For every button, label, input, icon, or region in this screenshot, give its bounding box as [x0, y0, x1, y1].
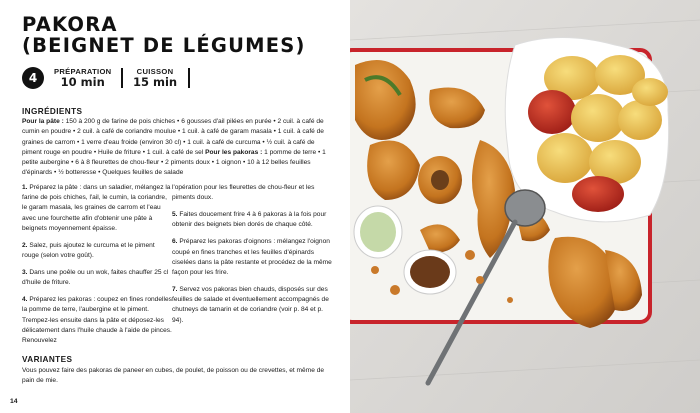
cook-value: 15 min	[132, 75, 178, 89]
prep-label: PRÉPARATION	[54, 67, 112, 76]
step-text: Faites doucement frire 4 à 6 pakoras à la fois pour obtenir des beignets bien dorés de chaque côté.	[172, 211, 327, 229]
food-photo	[350, 0, 700, 413]
step-text: Servez vos pakoras bien chauds, disposés sur des feuilles de salade et éventuellement accompagnés de chutneys de tamarin et de coriandre (voir p. 84 et p. 94).	[172, 286, 329, 324]
step-text: Préparez les pakoras d'oignons : mélangez l'oignon coupé en fines tranches et les feuilles d'épinards ciselées dans la pâte restante et procédez de la même façon pour les frire.	[172, 238, 332, 277]
variantes-text: Vous pouvez faire des pakoras de paneer en cubes, de poulet, de poisson ou de crevettes, et même de pain de mie.	[22, 367, 325, 385]
step-number: 6.	[172, 238, 178, 246]
prep-time	[54, 67, 111, 89]
step	[172, 183, 332, 203]
step-text: Préparez la pâte : dans un saladier, mélangez la farine de pois chiches, l'ail, le cumin, la coriandre, le garam masala, les graines de carrom et l'eau avec une fourchette afin d'obtenir une pâte à beignets moyennement épaisse.	[22, 184, 171, 232]
steps-column-1	[22, 183, 172, 353]
variantes-heading: VARIANTES	[22, 355, 73, 364]
step	[172, 210, 332, 230]
step	[22, 183, 172, 234]
pakoras-label: Pour les pakoras :	[205, 148, 263, 156]
page-number: 14	[10, 398, 18, 405]
meta-divider	[121, 68, 123, 88]
servings-badge	[22, 67, 44, 89]
recipe-title	[22, 14, 306, 56]
servings-value: 4	[28, 71, 38, 85]
cook-time	[133, 67, 177, 89]
step-number: 3.	[22, 269, 28, 277]
ingredients-text	[22, 117, 332, 179]
step-number: 7.	[172, 286, 178, 294]
pakoras-list: 1 pomme de terre • 1 petite aubergine • 6 à 8 fleurettes de chou-fleur • 2 piments doux • 1 oignon • 10 à 12 belles feuilles d'épinards • ½ botteresse • Quelques feuilles de salade	[22, 148, 326, 177]
title-line-2: (BEIGNET DE LÉGUMES)	[22, 34, 306, 57]
step-text: Préparez les pakoras : coupez en fines rondelles la pomme de terre, l'aubergine et le piment. Trempez-les ensuite dans la pâte et déposez-les délicatement dans l'huile chaude à l'aide de pinces. Renouvelez	[22, 296, 172, 345]
pate-label: Pour la pâte :	[22, 118, 64, 125]
step-number: 5.	[172, 211, 178, 219]
cook-label: CUISSON	[136, 67, 174, 76]
step	[22, 268, 172, 288]
step	[22, 295, 172, 346]
prep-value: 10 min	[60, 75, 105, 89]
steps-column-2	[172, 183, 332, 333]
title-line-1: PAKORA	[22, 13, 118, 36]
step-number: 4.	[22, 296, 28, 304]
pate-list: 150 à 200 g de farine de pois chiches • 6 gousses d'ail pilées en purée • 2 cuil. à café de cumin en poudre • 2 cuil. à café de coriandre moulue • 1 cuil. à café de garam masala • 1 cuil. à café de graines de carrom • 1 verre d'eau froide (environ 30 cl) • 1 cuil. à café de curcuma • ½ cuil. à café de piment rouge en poudre • Huile de friture • 1 cuil. à café de sel	[22, 118, 324, 156]
meta-divider-end	[188, 68, 190, 88]
step-text: Salez, puis ajoutez le curcuma et le piment rouge (selon votre goût).	[22, 241, 155, 260]
step	[172, 285, 332, 326]
step-number: 2.	[22, 241, 28, 249]
step-text: Dans une poêle ou un wok, faites chauffer 25 cl d'huile de friture.	[22, 269, 169, 287]
step	[172, 237, 332, 278]
ingredients-heading: INGRÉDIENTS	[22, 107, 83, 116]
step	[22, 241, 172, 261]
step-text: l'opération pour les fleurettes de chou-fleur et les piments doux.	[172, 184, 315, 202]
recipe-meta	[22, 66, 177, 90]
food-photo-illustration	[350, 0, 700, 413]
step-number: 1.	[22, 184, 28, 191]
